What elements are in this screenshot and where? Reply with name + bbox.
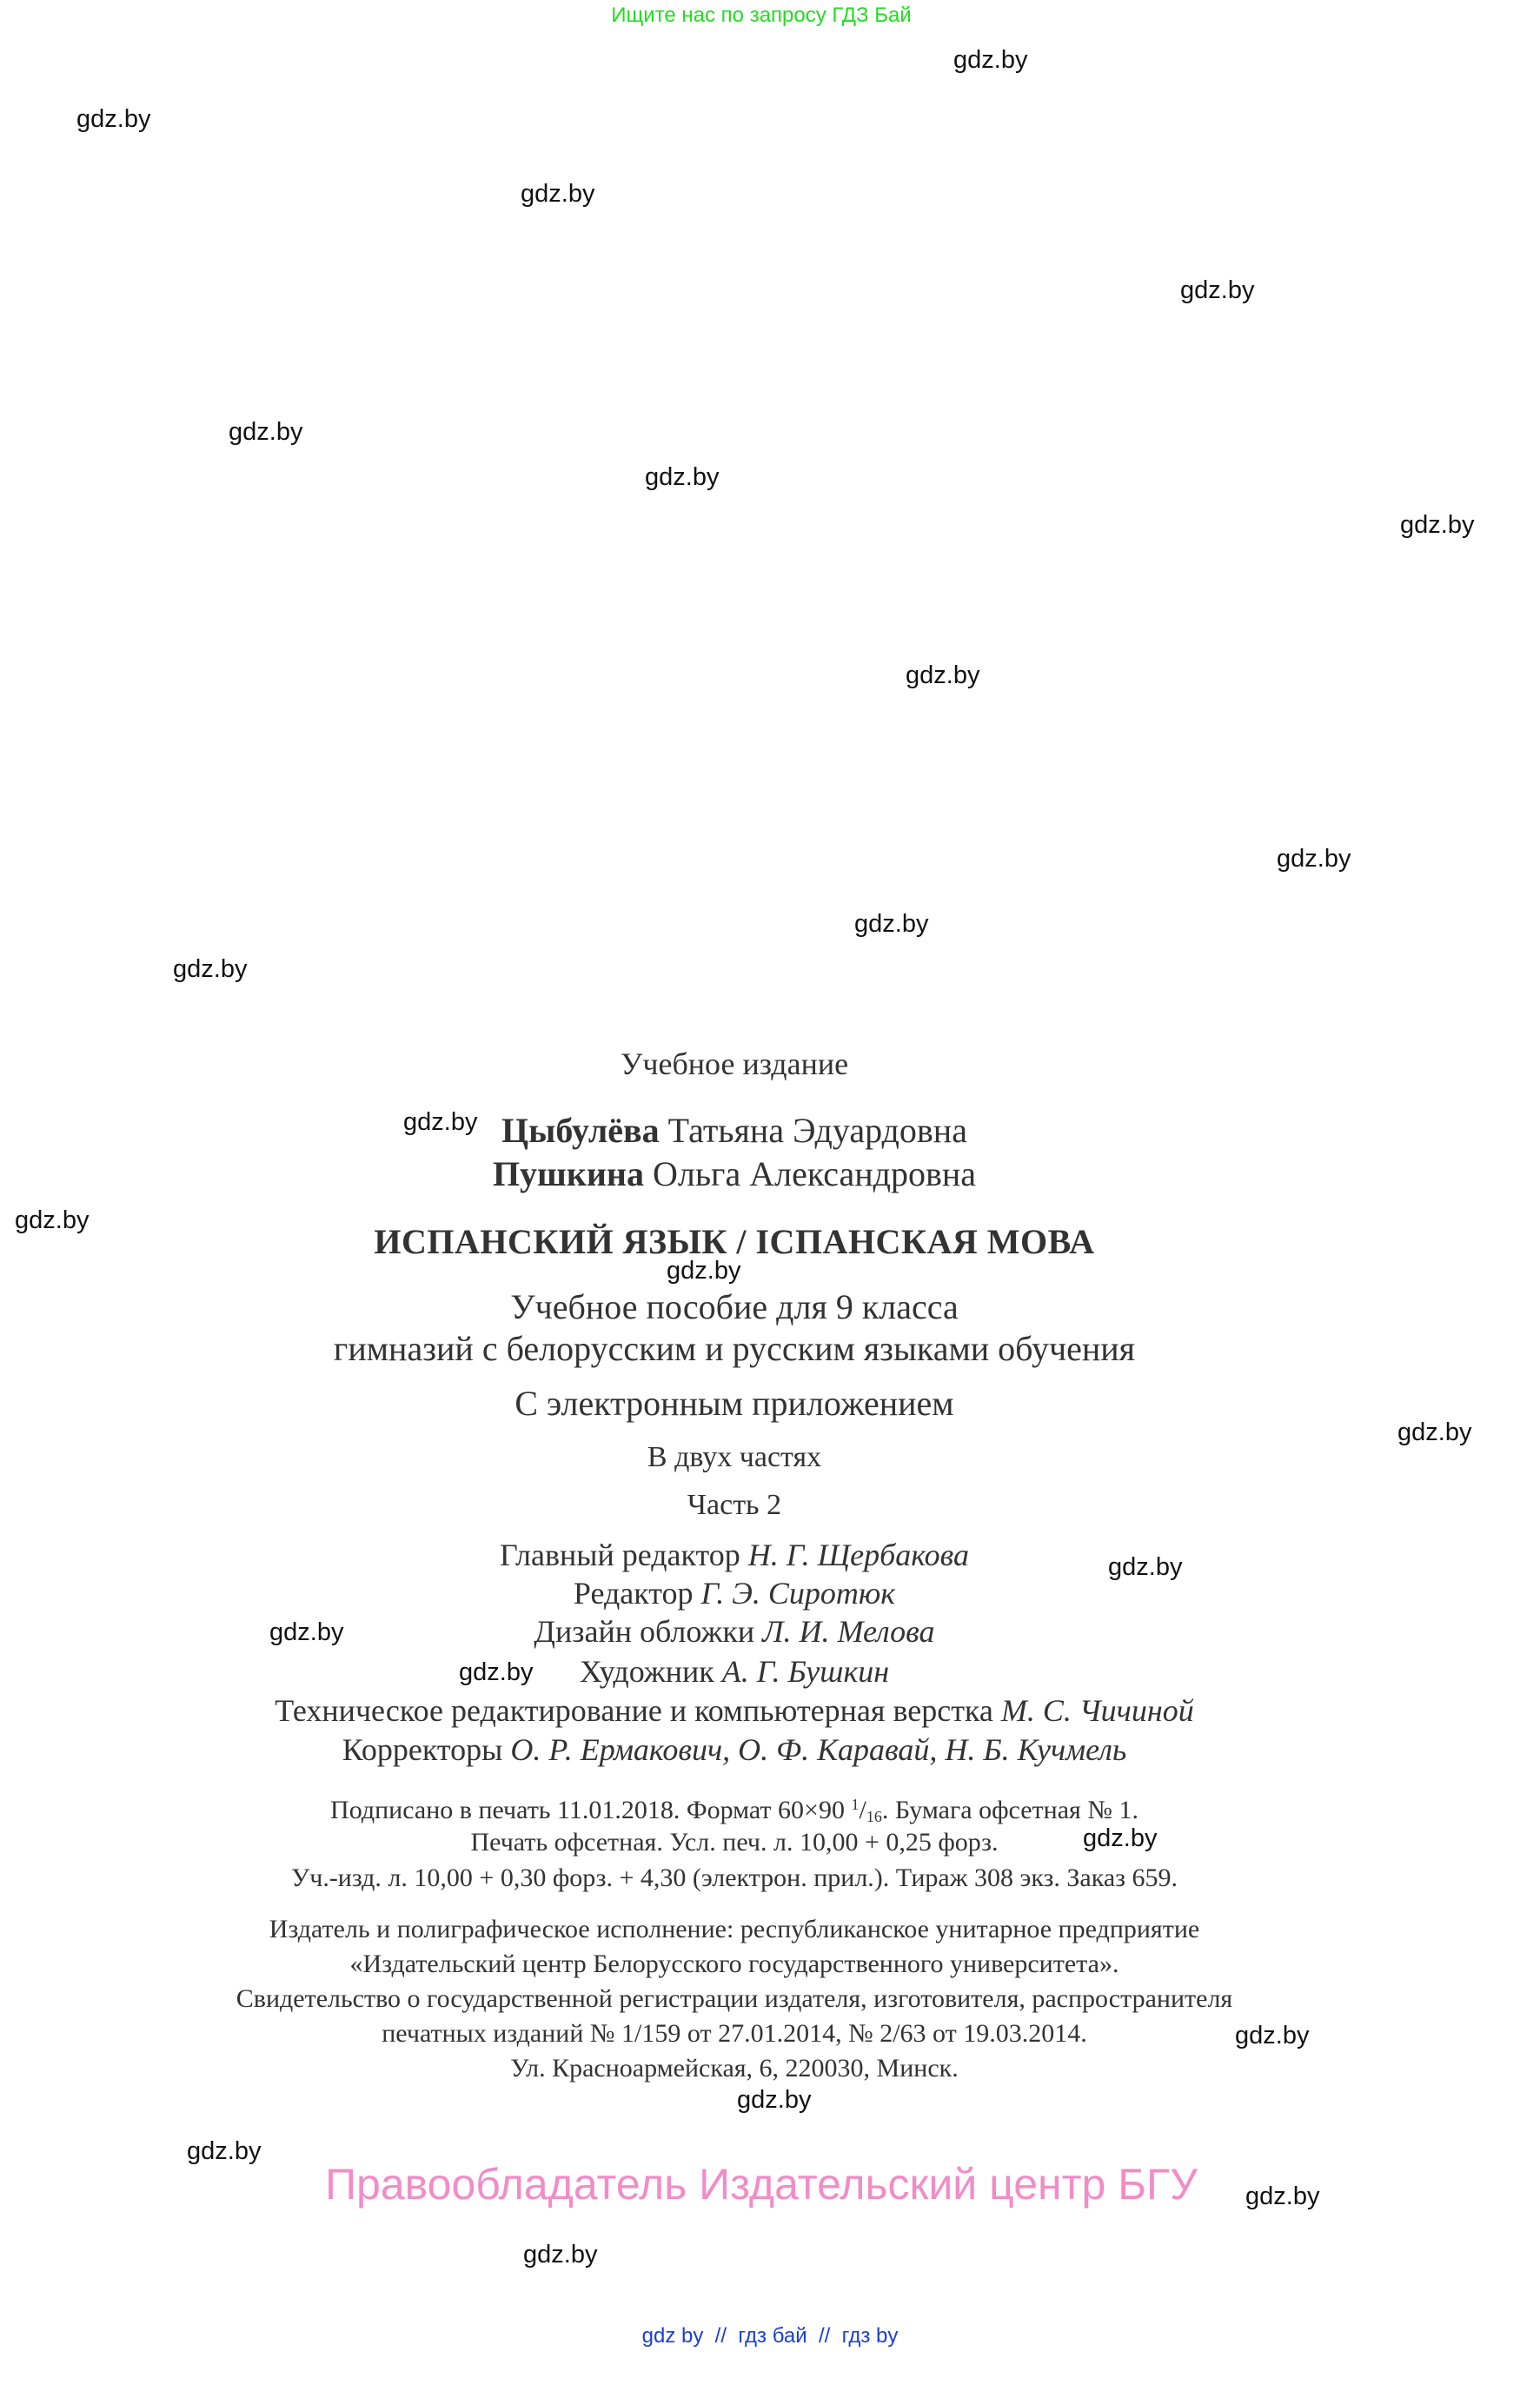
rights-holder-notice: Правообладатель Издательский центр БГУ — [325, 2160, 1198, 2209]
print-info-line-2: Печать офсетная. Усл. печ. л. 10,00 + 0,25 форз. — [470, 1828, 999, 1857]
watermark: gdz.by — [523, 2241, 598, 2269]
author-2-given: Ольга Александровна — [652, 1154, 977, 1193]
watermark: gdz.by — [76, 105, 151, 133]
watermark: gdz.by — [229, 418, 303, 446]
credit-cover-design — [0, 1616, 1469, 1647]
credit-editor — [0, 1578, 1469, 1609]
subtitle-2: гимназий с белорусским и русским языками обучения — [333, 1329, 1136, 1368]
author-2-surname: Пушкина — [492, 1154, 644, 1193]
publisher-line-1: Издатель и полиграфическое исполнение: республиканское унитарное предприятие — [269, 1915, 1200, 1943]
credit-name: М. С. Чичиной — [1000, 1693, 1194, 1728]
credit-name: О. Р. Ермакович, О. Ф. Каравай, Н. Б. Кучмель — [510, 1732, 1127, 1767]
credit-name: Г. Э. Сиротюк — [700, 1576, 896, 1611]
watermark: gdz.by — [1235, 2022, 1310, 2050]
part-number: Часть 2 — [687, 1489, 782, 1521]
author-1 — [0, 1113, 1469, 1148]
watermark: gdz.by — [667, 1257, 741, 1285]
print-info-line-1: Подписано в печать 11.01.2018. Формат 60×90 $^1/_{16}$. Бумага офсетная № 1. — [330, 1796, 1138, 1825]
credit-name: Н. Г. Щербакова — [747, 1538, 970, 1572]
credit-role: Дизайн обложки — [534, 1614, 755, 1649]
credit-artist — [0, 1656, 1469, 1687]
watermark: gdz.by — [1397, 1418, 1472, 1446]
watermark: gdz.by — [1083, 1824, 1158, 1852]
credit-name: А. Г. Бушкин — [721, 1654, 890, 1689]
author-1-given: Татьяна Эдуардовна — [667, 1111, 967, 1150]
watermark: gdz.by — [1277, 845, 1351, 873]
print-info-text: . Бумага офсетная № 1. — [881, 1796, 1138, 1824]
watermark: gdz.by — [15, 1206, 90, 1234]
parts-note: В двух частях — [647, 1441, 822, 1473]
watermark: gdz.by — [953, 46, 1028, 74]
credit-role: Корректоры — [342, 1732, 503, 1767]
publisher-address: Ул. Красноармейская, 6, 220030, Минск. — [510, 2054, 959, 2083]
credit-name: Л. И. Мелова — [762, 1614, 935, 1649]
watermark: gdz.by — [269, 1618, 344, 1646]
watermark: gdz.by — [403, 1108, 478, 1136]
author-1-surname: Цыбулёва — [501, 1111, 660, 1150]
credit-proofreaders — [0, 1734, 1469, 1765]
publisher-line-3: Свидетельство о государственной регистрации издателя, изготовителя, распространителя — [236, 1984, 1233, 2013]
footer-links[interactable]: gdz by // гдз бай // гдз by — [641, 2324, 899, 2348]
publisher-line-4: печатных изданий № 1/159 от 27.01.2014, № 2/63 от 19.03.2014. — [382, 2019, 1087, 2048]
watermark: gdz.by — [1245, 2182, 1320, 2210]
book-title: ИСПАНСКИЙ ЯЗЫК / ІСПАНСКАЯ МОВА — [374, 1222, 1095, 1261]
credit-role: Техническое редактирование и компьютерная верстка — [275, 1693, 993, 1728]
watermark: gdz.by — [645, 463, 720, 491]
top-banner[interactable]: Ищите нас по запросу ГДЗ Бай — [611, 3, 912, 27]
watermark: gdz.by — [1180, 276, 1255, 304]
watermark: gdz.by — [854, 910, 929, 938]
watermark: gdz.by — [906, 661, 980, 689]
edition-type: Учебное издание — [620, 1046, 849, 1081]
watermark: gdz.by — [187, 2137, 262, 2165]
watermark: gdz.by — [459, 1658, 534, 1686]
credit-role: Редактор — [573, 1576, 694, 1611]
author-2 — [0, 1154, 1469, 1193]
supplement-note: С электронным приложением — [514, 1384, 954, 1423]
credit-tech-editing — [0, 1695, 1469, 1726]
credit-role: Главный редактор — [499, 1538, 740, 1572]
watermark: gdz.by — [1400, 511, 1475, 539]
credit-chief-editor — [0, 1539, 1469, 1571]
watermark: gdz.by — [521, 180, 595, 208]
print-info-line-3: Уч.-изд. л. 10,00 + 0,30 форз. + 4,30 (электрон. прил.). Тираж 308 экз. Заказ 659. — [290, 1863, 1178, 1892]
print-info-text: Подписано в печать 11.01.2018. Формат 60×90 — [330, 1796, 852, 1824]
publisher-line-2: «Издательский центр Белорусского государственного университета». — [349, 1950, 1119, 1978]
watermark: gdz.by — [737, 2086, 812, 2114]
credit-role: Художник — [579, 1654, 714, 1689]
format-fraction-numerator: 1 — [851, 1796, 860, 1813]
subtitle-1: Учебное пособие для 9 класса — [510, 1287, 959, 1326]
watermark: gdz.by — [173, 955, 248, 983]
format-fraction-denominator: 16 — [866, 1808, 882, 1825]
watermark: gdz.by — [1108, 1553, 1183, 1581]
